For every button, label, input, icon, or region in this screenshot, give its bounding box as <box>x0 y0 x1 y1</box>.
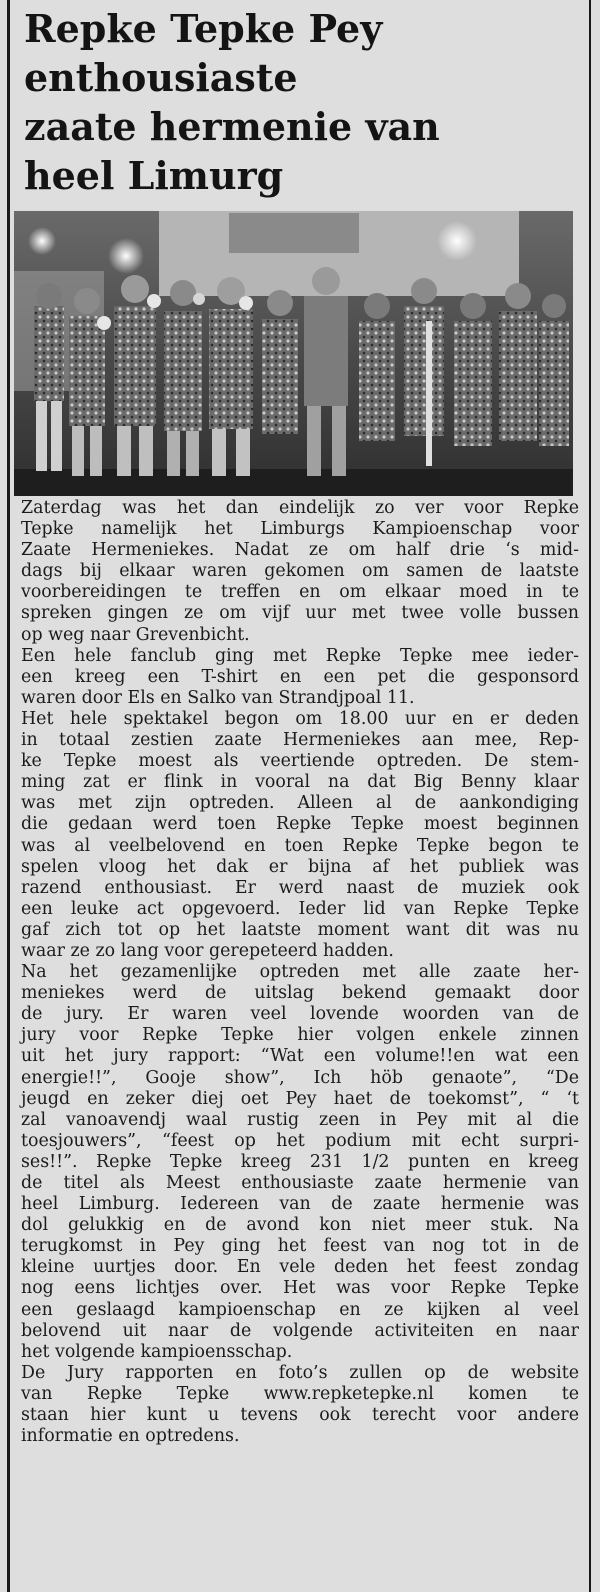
body-line: energie!!”, Gooje show”, Ich höb genaote”, “De <box>21 1067 579 1088</box>
body-line: gaf zich tot op het laatste moment want dit was nu <box>21 919 579 940</box>
body-line: terugkomst in Pey ging het feest van nog tot in de <box>21 1236 579 1257</box>
body-line: jury voor Repke Tepke hier volgen enkele zinnen <box>21 1025 579 1046</box>
body-line: dags bij elkaar waren gekomen om samen de laatste <box>21 561 579 582</box>
article-photo <box>14 211 573 496</box>
body-line: op weg naar Grevenbicht. <box>21 624 250 645</box>
body-line: informatie en optredens. <box>21 1426 240 1447</box>
body-line: het volgende kampioensschap. <box>21 1341 293 1362</box>
band-on-stage-photo <box>14 211 573 496</box>
body-line: spelen vloog het dak er bijna af het publiek was <box>21 856 579 877</box>
body-line: nog eens lichtjes over. Het was voor Repke Tepke <box>21 1278 579 1299</box>
body-line: toesjouwers”, “feest op het podium mit echt surpri- <box>21 1130 579 1151</box>
body-line: uit het jury rapport: “Wat een volume!!en wat een <box>21 1046 579 1067</box>
headline-line: heel Limurg <box>24 153 284 198</box>
body-line: was al veelbelovend en toen Repke Tepke begon te <box>21 835 579 856</box>
body-line: staan hier kunt u tevens ook terecht voor andere <box>21 1405 579 1426</box>
article-headline <box>24 4 584 200</box>
column-rule-right <box>589 0 591 1592</box>
body-line: spreken gingen ze om vijf uur met twee volle bussen <box>21 603 579 624</box>
article-body <box>21 498 579 1447</box>
column-rule-left <box>7 0 10 1592</box>
body-line: Zaate Hermeniekes. Nadat ze om half drie ‘s mid- <box>21 540 579 561</box>
headline-line: Repke Tepke Pey <box>24 6 383 51</box>
body-line: ming zat er flink in vooral na dat Big Benny klaar <box>21 772 579 793</box>
body-line: belovend uit naar de volgende activiteiten en naar <box>21 1320 579 1341</box>
body-line: De Jury rapporten en foto’s zullen op de website <box>21 1362 579 1383</box>
body-line: een leuke act opgevoerd. Ieder lid van Repke Tepke <box>21 898 579 919</box>
body-line: Na het gezamenlijke optreden met alle zaate her- <box>21 962 579 983</box>
body-line: razend enthousiast. Er werd naast de muziek ook <box>21 877 579 898</box>
body-line: de titel als Meest enthousiaste zaate hermenie van <box>21 1173 579 1193</box>
body-line: de jury. Er waren veel lovende woorden van de <box>21 1004 579 1025</box>
body-line: een kreeg een T-shirt en een pet die gesponsord <box>21 666 579 687</box>
body-line: heel Limburg. Iedereen van de zaate hermenie was <box>21 1194 579 1215</box>
body-line: die gedaan werd toen Repke Tepke moest beginnen <box>21 814 579 835</box>
body-line: was met zijn optreden. Alleen al de aankondiging <box>21 793 579 814</box>
body-line: in totaal zestien zaate Hermeniekes aan mee, Rep- <box>21 730 579 751</box>
body-line: meniekes werd de uitslag bekend gemaakt door <box>21 983 579 1004</box>
body-line: kleine uurtjes door. En vele deden het feest zondag <box>21 1257 579 1278</box>
body-line: zal vanoavendj waal rustig zeen in Pey mit al die <box>21 1109 579 1130</box>
body-line: ses!!”. Repke Tepke kreeg 231 1/2 punten en kreeg <box>21 1151 579 1172</box>
body-line: ke Tepke moest als veertiende optreden. De stem- <box>21 751 579 772</box>
body-line: een geslaagd kampioenschap en ze kijken al veel <box>21 1299 579 1320</box>
body-line: Het hele spektakel begon om 18.00 uur en er deden <box>21 708 579 729</box>
body-line: jeugd en zeker diej oet Pey haet de toekomst”, “ ‘t <box>21 1088 579 1109</box>
body-line: waren door Els en Salko van Strandjpoal 11. <box>21 687 415 708</box>
headline-line: enthousiaste <box>24 55 298 100</box>
body-line: waar ze zo lang voor gerepeteerd hadden. <box>21 940 394 961</box>
body-line: voorbereidingen te treffen en om elkaar moed in te <box>21 582 579 603</box>
headline-line: zaate hermenie van <box>24 104 440 149</box>
body-line: Zaterdag was het dan eindelijk zo ver voor Repke <box>21 498 579 518</box>
body-line: van Repke Tepke www.repketepke.nl komen te <box>21 1383 579 1404</box>
body-line: Tepke namelijk het Limburgs Kampioenschap voor <box>21 519 579 540</box>
body-line: Een hele fanclub ging met Repke Tepke mee ieder- <box>21 645 579 666</box>
body-line: dol gelukkig en de avond kon niet meer stuk. Na <box>21 1215 579 1236</box>
